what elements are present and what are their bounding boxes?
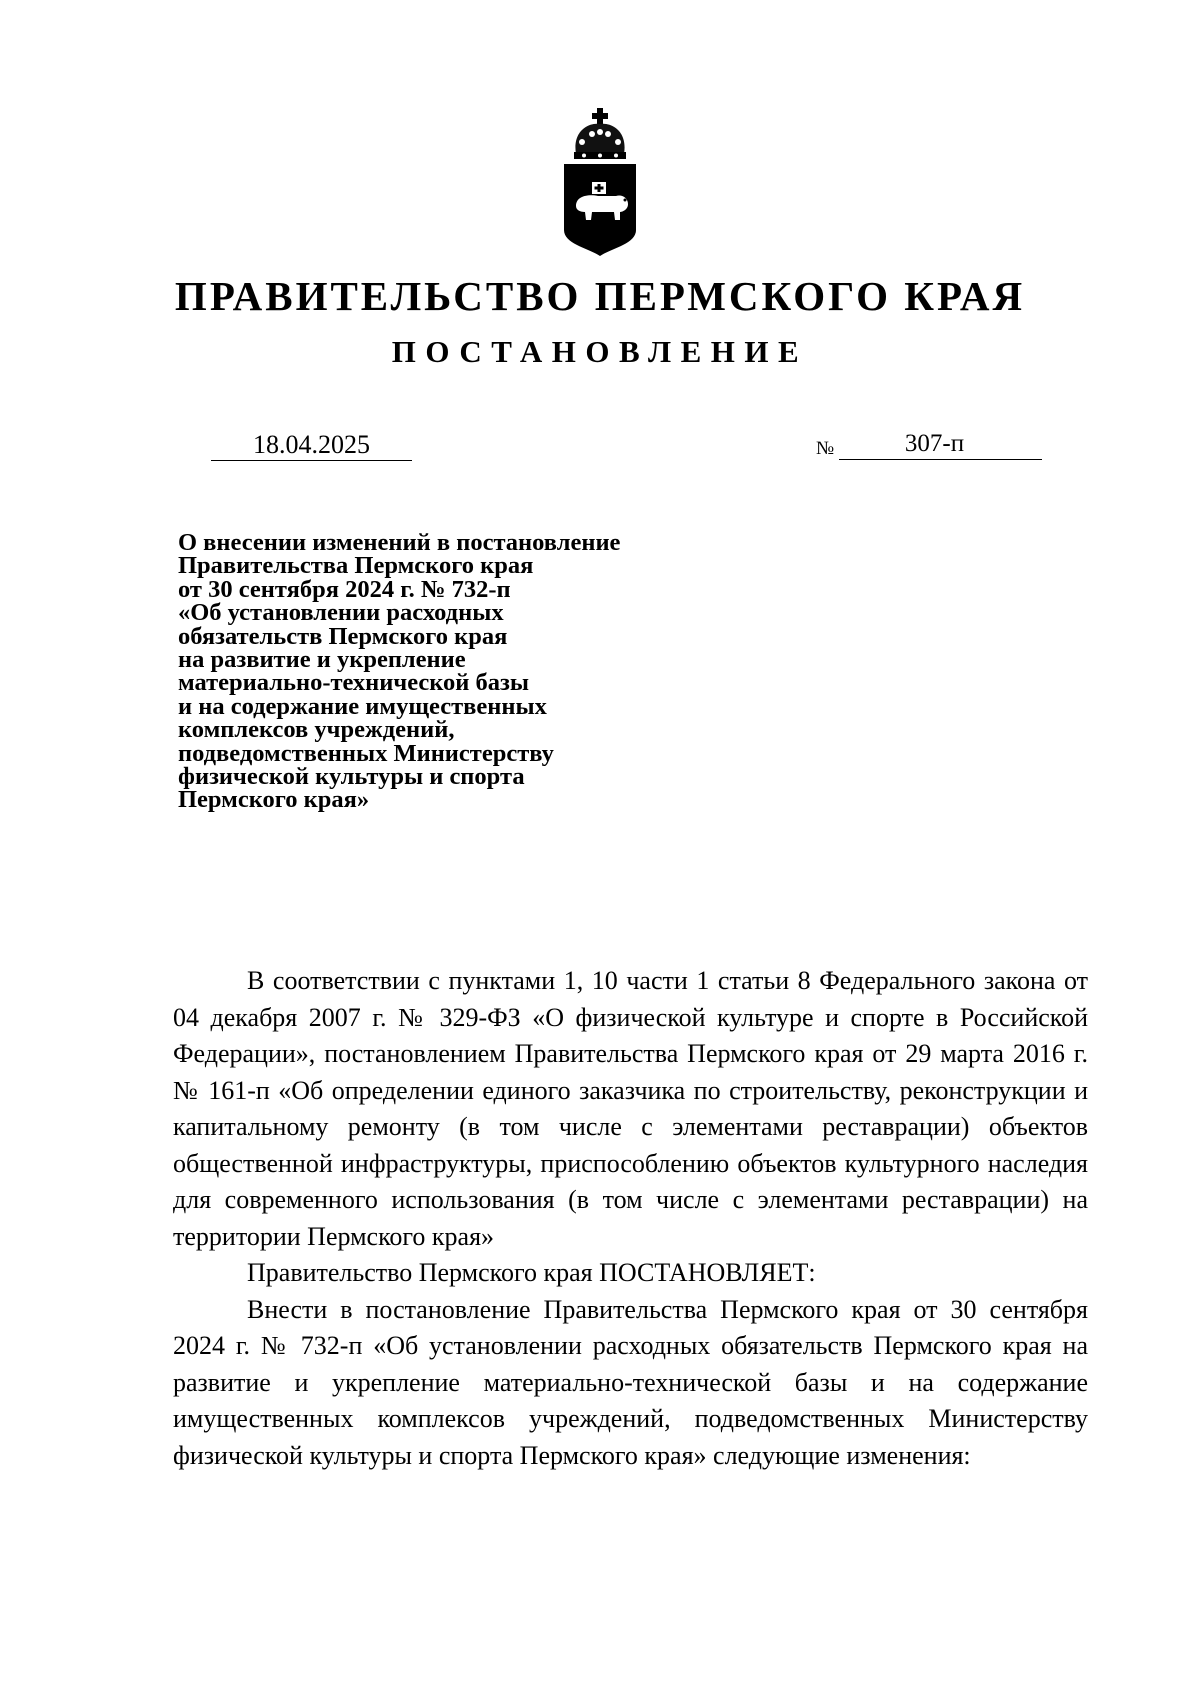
subject-line: и на содержание имущественных [178, 692, 547, 720]
document-type-title: ПОСТАНОВЛЕНИЕ [391, 334, 809, 369]
subject-line: от 30 сентября 2024 г. № 732-п [178, 575, 511, 603]
document-body [173, 963, 1088, 1474]
document-subject [178, 531, 698, 812]
subject-line: физической культуры и спорта [178, 763, 525, 791]
subject-line: подведомственных Министерству [178, 739, 554, 767]
subject-line: обязательств Пермского края [178, 622, 508, 650]
organization-title: ПРАВИТЕЛЬСТВО ПЕРМСКОГО КРАЯ [174, 273, 1026, 319]
subject-line: Пермского края» [178, 786, 370, 814]
document-number-field [839, 429, 1042, 460]
number-sign-label: № [816, 438, 835, 459]
document-number: 307-п [904, 430, 965, 457]
resolution-paragraph: Правительство Пермского края ПОСТАНОВЛЯЕТ: [247, 1258, 816, 1287]
subject-line: комплексов учреждений, [178, 716, 455, 744]
subject-line: Правительства Пермского края [178, 552, 534, 580]
amendment-paragraph: Внести в постановление Правительства Пермского края от 30 сентября 2024 г. № 732-п «Об установлении расходных обязательств Пермского края на развитие и укрепление материально-технической базы и на содержание имущественных комплексов учреждений, подведомственных Министерству физической культуры и спорта Пермского края» следующие изменения: [173, 1294, 1088, 1470]
document-date: 18.04.2025 [211, 430, 412, 461]
subject-line: на развитие и укрепление [178, 646, 466, 674]
coat-of-arms-icon [562, 108, 638, 258]
subject-line: О внесении изменений в постановление [178, 529, 621, 556]
subject-line: «Об установлении расходных [178, 599, 504, 627]
subject-line: материально-технической базы [178, 669, 530, 697]
preamble-paragraph: В соответствии с пунктами 1, 10 части 1 статьи 8 Федерального закона от 04 декабря 2007 г. № 329-ФЗ «О физической культуре и спорте в Российской Федерации», постановлением Правительства Пермского края от 29 марта 2016 г. № 161-п «Об определении единого заказчика по строительству, реконструкции и капитальному ремонту (в том числе с элементами реставрации) объектов общественной инфраструктуры, приспособлению объектов культурного наследия для современного использования (в том числе с элементами реставрации) на территории Пермского края» [173, 966, 1088, 1251]
